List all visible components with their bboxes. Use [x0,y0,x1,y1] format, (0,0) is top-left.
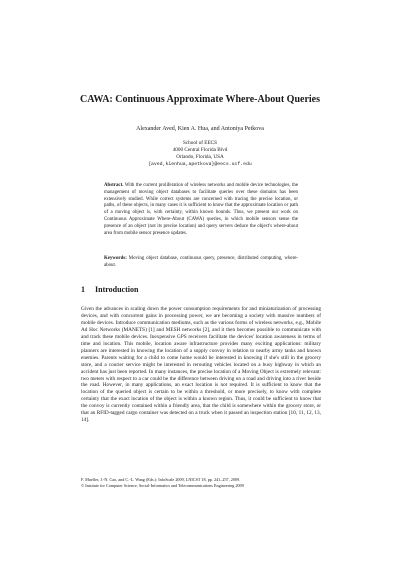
section-heading [81,285,321,295]
affiliation-emails: {aved,kienhua,apetkova}@eecs.ucf.edu [148,162,252,167]
citation-footnote: F. Mueller, J.-N. Cao, and C.-L. Wang (Eds.): InfoScale 2009, LNICST 18, pp. 241–257, 2009. [81,477,241,482]
keywords-label: Keywords: [104,256,127,261]
keywords-text: Moving object database, continuous query, presence, distributed computing, where-about. [104,256,298,268]
abstract-text: With the current proliferation of wireless networks and mobile device technologies, the management of moving object databases to facilitate queries over these domains has been extensively studied. While correct systems are concerned with tracing the precise location, or paths, of these objects, in many cases it is sufficient to know that the approximate location or path of a moving object is, with certainty, within known bounds. Thus, we present our work on Continuous Approximate Where-About (CAWA) queries, in which mobile sensors sense the presence of an object (not its precise location) and query servers deduce the object's where-about area from mobile sensor presence updates. [104,183,298,236]
abstract-label: Abstract. [104,183,124,188]
keywords-block [104,256,298,270]
section-title: Introduction [95,285,139,294]
affiliation-dept: School of EECS [182,140,217,146]
paper-authors: Alexander Aved, Kien A. Hua, and Antoniya Petkova [136,126,264,132]
affiliation-block [0,140,400,168]
affiliation-street: 4000 Central Florida Blvd [172,147,228,153]
introduction-body: Given the advances in scaling down the power consumption requirements for and miniaturization of processing devices, and with concurrent gains in processing power, we are becoming a society with massive numbers of mobile devices. Introduce communication mediums, such as the various forms of wireless networks, e.g., Mobile Ad Hoc Networks (MANETS) [1] and MESH networks [2], and it then becomes possible to communicate with and track these mobile devices. Inexpensive GPS receivers facilitate the devices' location awareness in terms of time and location. This mobile, location aware infrastructure provides many exciting applications: military planners are interested in knowing the location of a supply convoy in relation to nearby army tanks and known enemies. Parents waiting for a child to come home would be interested in knowing if she's still in the grocery store, and a courier service might be interested in rerouting vehicles located on a busy highway in which an accident has just been reported. In many instances, the precise location of a Moving Object is extremely relevant: two meters with respect to a car could be the difference between driving on a road and driving into a river beside the road. However, in many applications, an exact location is not required. It is sufficient to know that the location of the queried object is certain to be within a threshold, or more precisely, to know with complete certainty that the exact location of the object is within a known region. Thus, it could be sufficient to know that the convoy is currently contained within a friendly area, that the child is somewhere within the grocery store, or that an RFID-tagged cargo container was detected on a truck when it passed an inspection station [10, 11, 12, 13, 14]. [81,306,321,424]
abstract-block [104,183,298,237]
affiliation-city: Orlando, Florida, USA [176,154,224,160]
paper-title: CAWA: Continuous Approximate Where-About Queries [79,94,321,105]
copyright-footnote: © Institute for Computer Science, Social-Informatics and Telecommunications Engineering 2009 [81,482,244,488]
section-number: 1 [81,285,85,294]
footnotes [81,477,321,488]
